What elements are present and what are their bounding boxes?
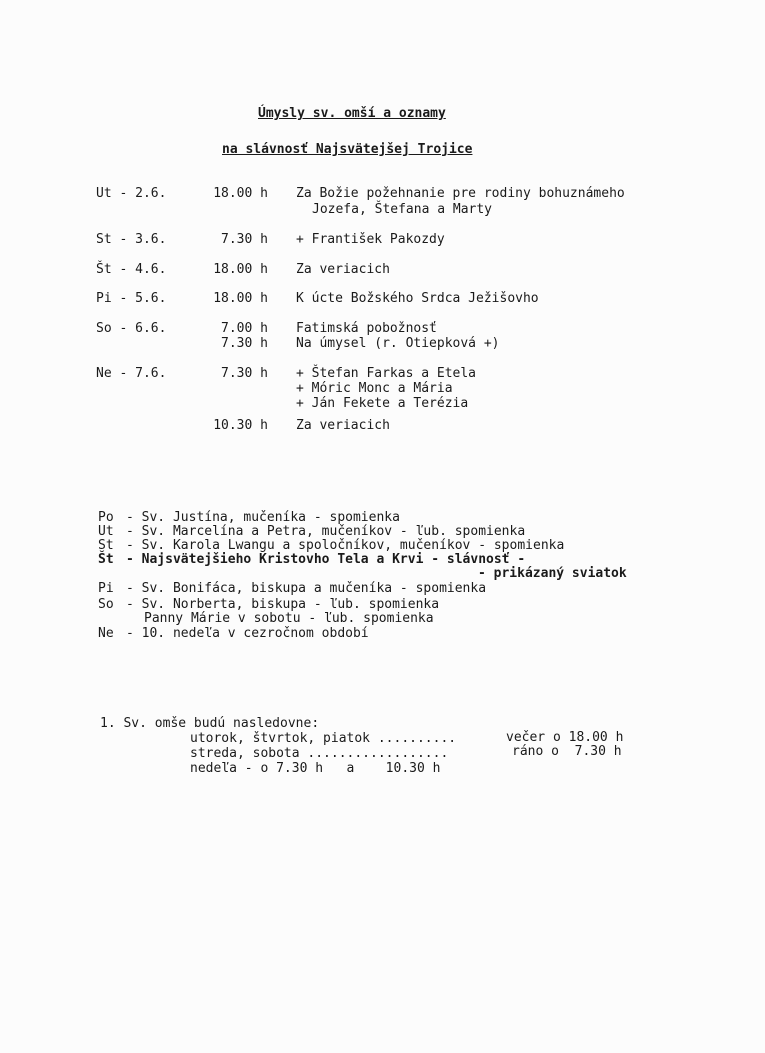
mass-time: 18.00 h: [213, 186, 268, 201]
mass-time: 18.00 h: [213, 291, 268, 306]
notice-weekday-dots: utorok, štvrtok, piatok ..........: [190, 731, 457, 746]
mass-row: [0, 418, 765, 434]
notice-wed-sat-dots: streda, sobota ..................: [190, 746, 449, 761]
mass-intention: Na úmysel (r. Otiepková +): [296, 336, 500, 351]
mass-row: [0, 366, 765, 382]
mass-row: [0, 232, 765, 248]
mass-intention: + Ján Fekete a Terézia: [296, 396, 469, 411]
mass-day: So - 6.6.: [96, 321, 167, 336]
mass-time: 7.30 h: [221, 366, 268, 381]
feast-row-continuation: [0, 566, 765, 582]
feast-text: - Sv. Karola Lwangu a spoločníkov, mučeníkov - spomienka: [126, 538, 565, 553]
feast-row-continuation: [0, 611, 765, 627]
mass-row: [0, 291, 765, 307]
mass-time: 18.00 h: [213, 262, 268, 277]
mass-row-continuation: [0, 396, 765, 412]
mass-intention: + František Pakozdy: [296, 232, 445, 247]
feast-text: Panny Márie v sobotu - ľub. spomienka: [144, 611, 434, 626]
notice-heading: 1. Sv. omše budú nasledovne:: [100, 716, 320, 731]
mass-time: 10.30 h: [213, 418, 268, 433]
feast-day: Ut: [98, 524, 114, 539]
mass-time: 7.30 h: [221, 336, 268, 351]
mass-intention: Za veriacich: [296, 262, 390, 277]
mass-intention: Jozefa, Štefana a Marty: [312, 202, 493, 217]
feast-text: - Sv. Justína, mučeníka - spomienka: [126, 510, 400, 525]
mass-intention: Fatimská pobožnosť: [296, 321, 437, 336]
feast-day: So: [98, 597, 114, 612]
mass-day: Št - 4.6.: [96, 262, 167, 277]
mass-day: Ne - 7.6.: [96, 366, 167, 381]
feast-day: Št: [98, 552, 114, 567]
feast-row: [0, 626, 765, 642]
mass-row: [0, 336, 765, 352]
notice-wed-sat-time: ráno o 7.30 h: [512, 744, 622, 759]
mass-intention: + Štefan Farkas a Etela: [296, 366, 477, 381]
mass-intention: + Móric Monc a Mária: [296, 381, 453, 396]
page-subtitle: na slávnosť Najsvätejšej Trojice: [222, 142, 473, 157]
mass-row: [0, 321, 765, 337]
feast-text: - Najsvätejšieho Kristovho Tela a Krvi - slávnosť -: [126, 552, 526, 567]
notice-sunday: nedeľa - o 7.30 h a 10.30 h: [190, 761, 441, 776]
mass-time: 7.00 h: [221, 321, 268, 336]
feast-text: - 10. nedeľa v cezročnom období: [126, 626, 369, 641]
feast-day: Pi: [98, 581, 114, 596]
mass-row: [0, 186, 765, 202]
feast-row: [0, 581, 765, 597]
mass-day: St - 3.6.: [96, 232, 167, 247]
mass-row-continuation: [0, 202, 765, 218]
feast-day: Po: [98, 510, 114, 525]
feast-day: St: [98, 538, 114, 553]
feast-text: - prikázaný sviatok: [478, 566, 627, 581]
feast-text: - Sv. Marcelína a Petra, mučeníkov - ľub. spomienka: [126, 524, 526, 539]
feast-text: - Sv. Norberta, biskupa - ľub. spomienka: [126, 597, 440, 612]
mass-time: 7.30 h: [221, 232, 268, 247]
mass-intention: Za veriacich: [296, 418, 390, 433]
mass-day: Pi - 5.6.: [96, 291, 167, 306]
notice-weekday-time: večer o 18.00 h: [506, 730, 624, 745]
page-title: Úmysly sv. omší a oznamy: [258, 106, 446, 121]
mass-row: [0, 262, 765, 278]
feast-text: - Sv. Bonifáca, biskupa a mučeníka - spomienka: [126, 581, 487, 596]
mass-day: Ut - 2.6.: [96, 186, 167, 201]
mass-intention: K úcte Božského Srdca Ježišovho: [296, 291, 539, 306]
mass-intention: Za Božie požehnanie pre rodiny bohuznámeho: [296, 186, 625, 201]
mass-row-continuation: [0, 381, 765, 397]
feast-day: Ne: [98, 626, 114, 641]
